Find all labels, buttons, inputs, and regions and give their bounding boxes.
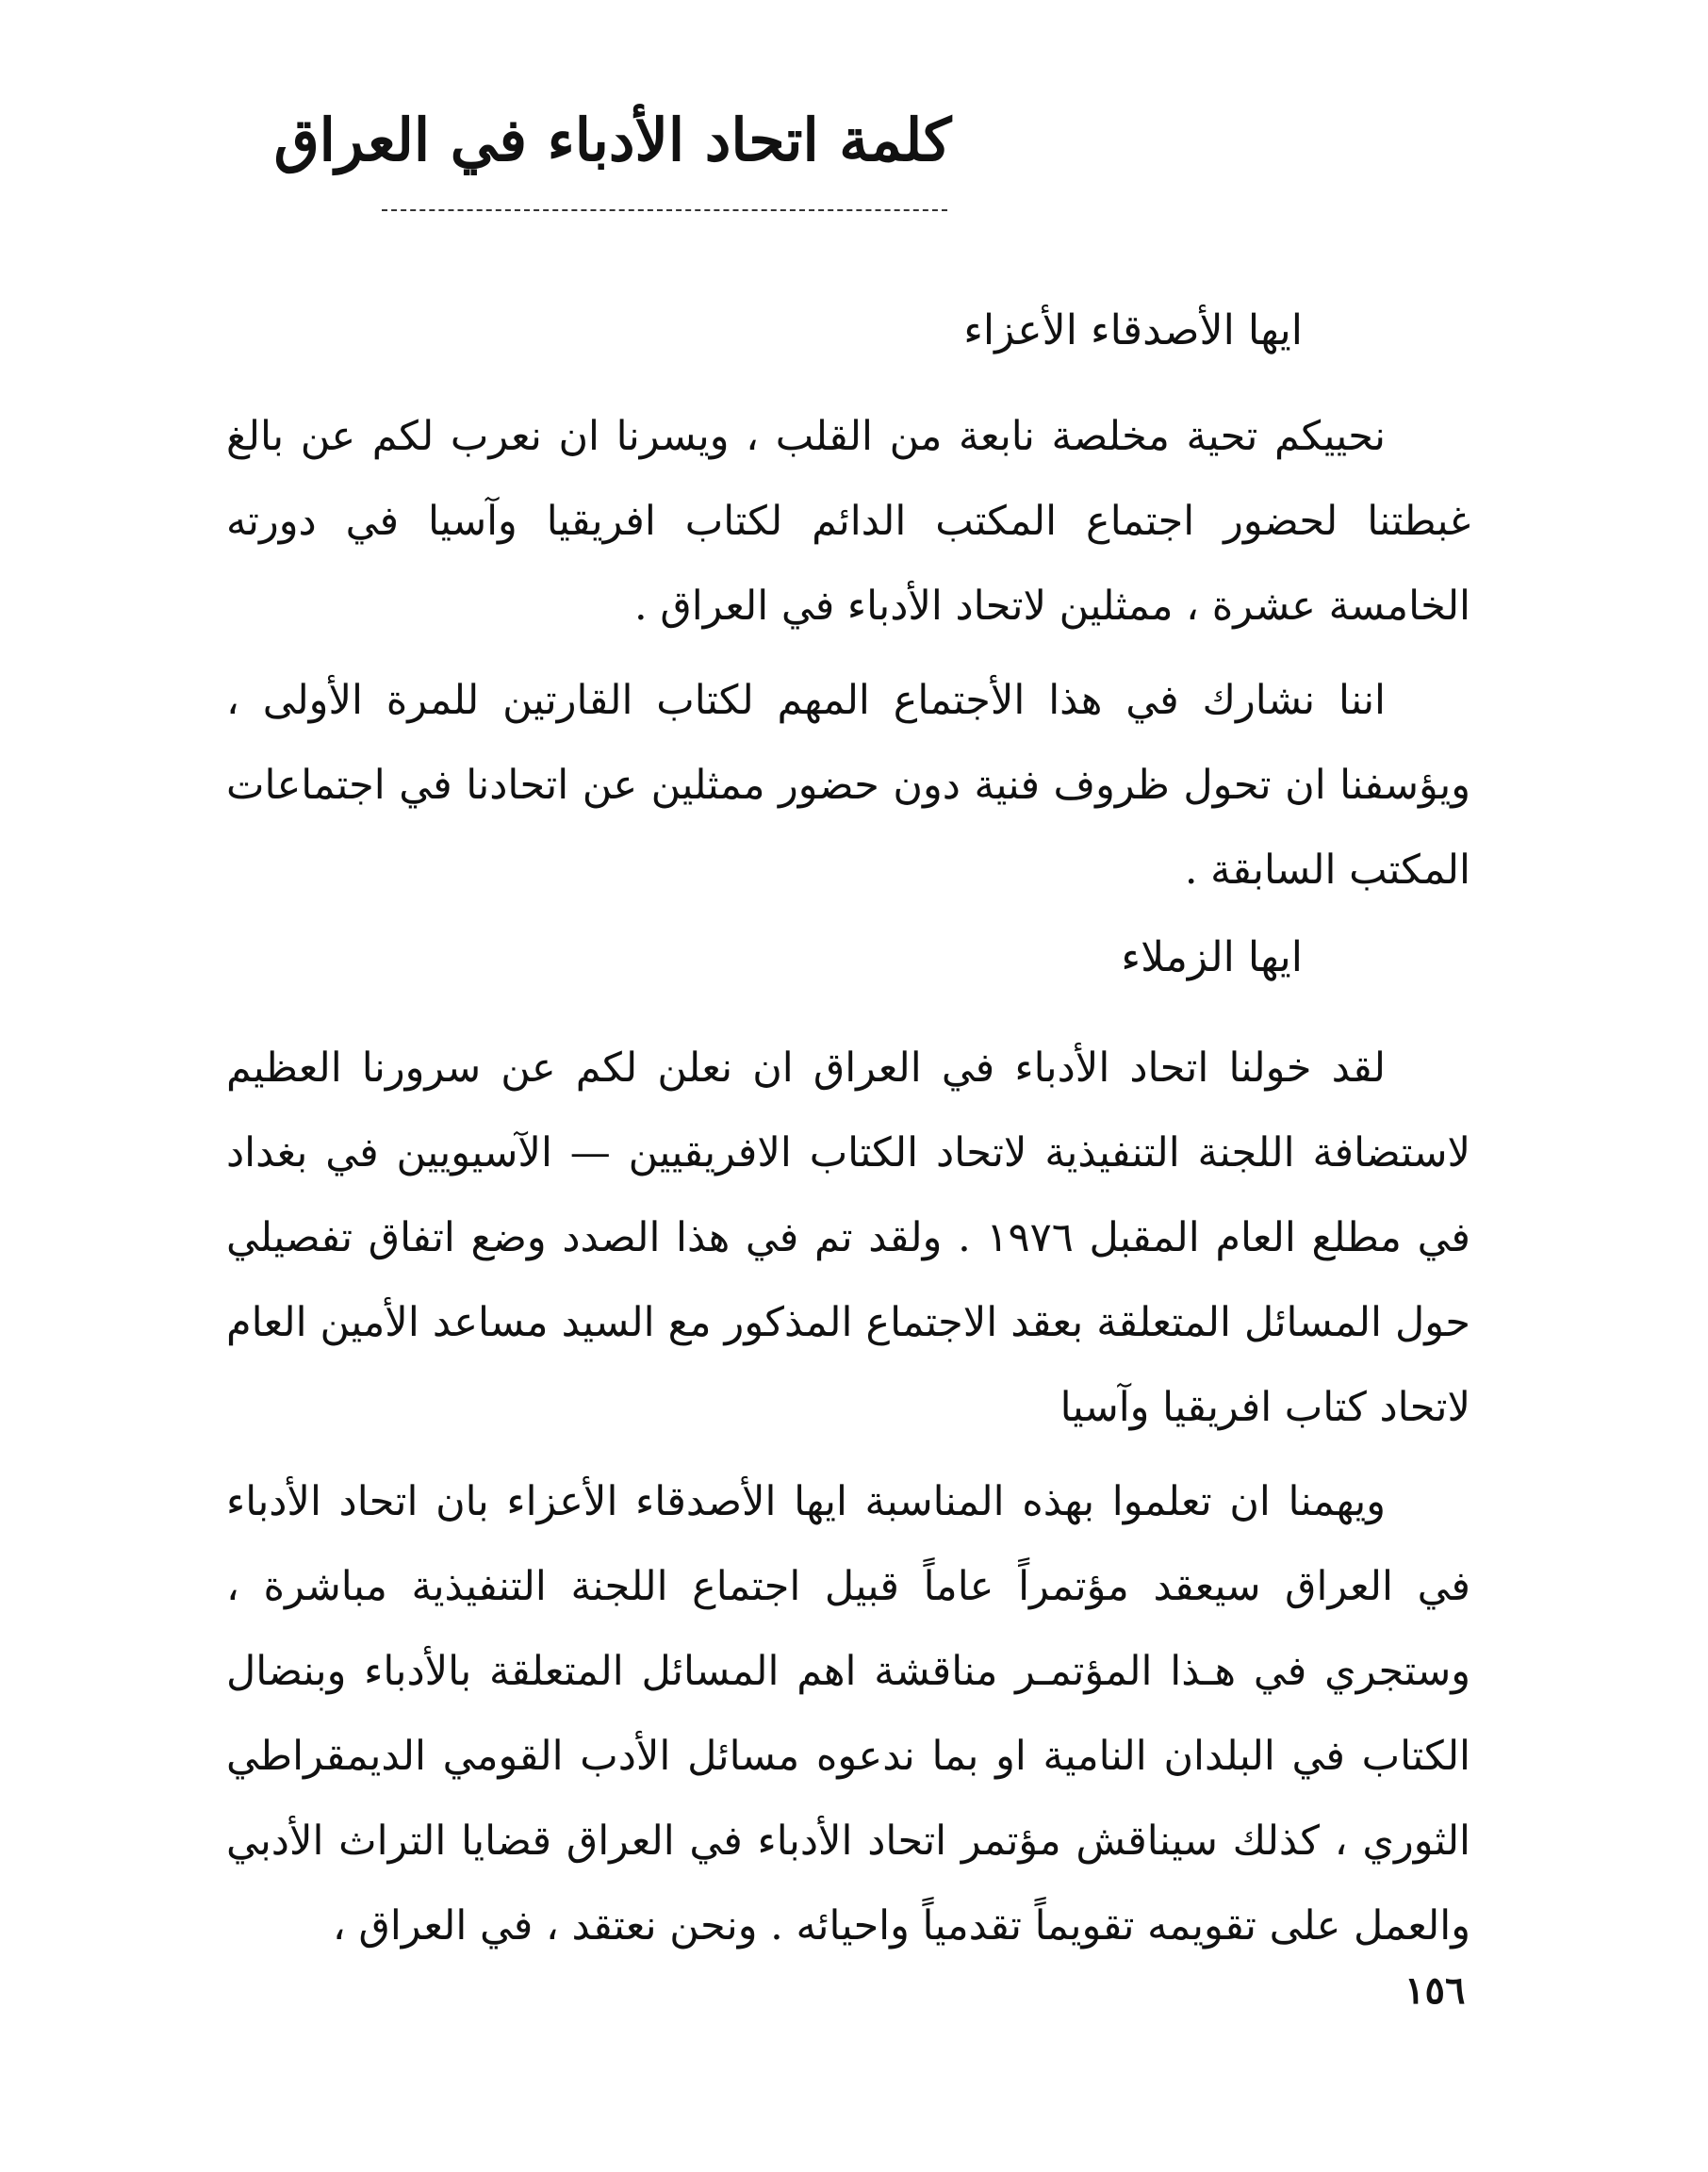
paragraph-text: اننا نشارك في هذا الأجتماع المهم لكتاب القارتين للمرة الأولى ، ويؤسفنا ان تحول ظروف فنية دون حضور ممثلين عن اتحادنا في اجتماعات المكتب السابقة . <box>226 677 1470 894</box>
paragraph-text: ويهمنا ان تعلموا بهذه المناسبة ايها الأصدقاء الأعزاء بان اتحاد الأدباء في العراق سيعقد مؤتمراً عاماً قبيل اجتماع اللجنة التنفيذية مباشرة ، وستجري في هـذا المؤتمـر مناقشة اهم المسائل المتعلقة بالأدباء وبنضال الكتاب في البلدان النامية او بما ندعوه مسائل الأدب القومي الديمقراطي الثوري ، كذلك سيناقش مؤتمر اتحاد الأدباء في العراق قضايا التراث الأدبي والعمل على تقويمه تقويماً تقدمياً واحيائه . ونحن نعتقد ، في العراق ، <box>226 1478 1470 1950</box>
title-underline <box>382 209 947 211</box>
paragraph-greeting <box>226 394 1470 649</box>
paragraph-conference <box>226 1459 1470 1968</box>
salutation-friends: ايها الأصدقاء الأعزاء <box>963 306 1303 354</box>
paragraph-text: نحييكم تحية مخلصة نابعة من القلب ، ويسرنا ان نعرب لكم عن بالغ غبطتنا لحضور اجتماع المكتب الدائم لكتاب افريقيا وآسيا في دورته الخامسة عشرة ، ممثلين لاتحاد الأدباء في العراق . <box>226 413 1470 630</box>
paragraph-participation <box>226 658 1470 913</box>
paragraph-hosting <box>226 1026 1470 1450</box>
page-number: ١٥٦ <box>1404 1968 1466 2013</box>
paragraph-text: لقد خولنا اتحاد الأدباء في العراق ان نعلن لكم عن سرورنا العظيم لاستضافة اللجنة التنفيذية لاتحاد الكتاب الافريقيين — الآسيويين في بغداد في مطلع العام المقبل ١٩٧٦ . ولقد تم في هذا الصدد وضع اتفاق تفصيلي حول المسائل المتعلقة بعقد الاجتماع المذكور مع السيد مساعد الأمين العام لاتحاد كتاب افريقيا وآسيا <box>226 1045 1470 1431</box>
salutation-colleagues: ايها الزملاء <box>1121 933 1303 981</box>
page-title: كلمة اتحاد الأدباء في العراق <box>273 106 952 174</box>
